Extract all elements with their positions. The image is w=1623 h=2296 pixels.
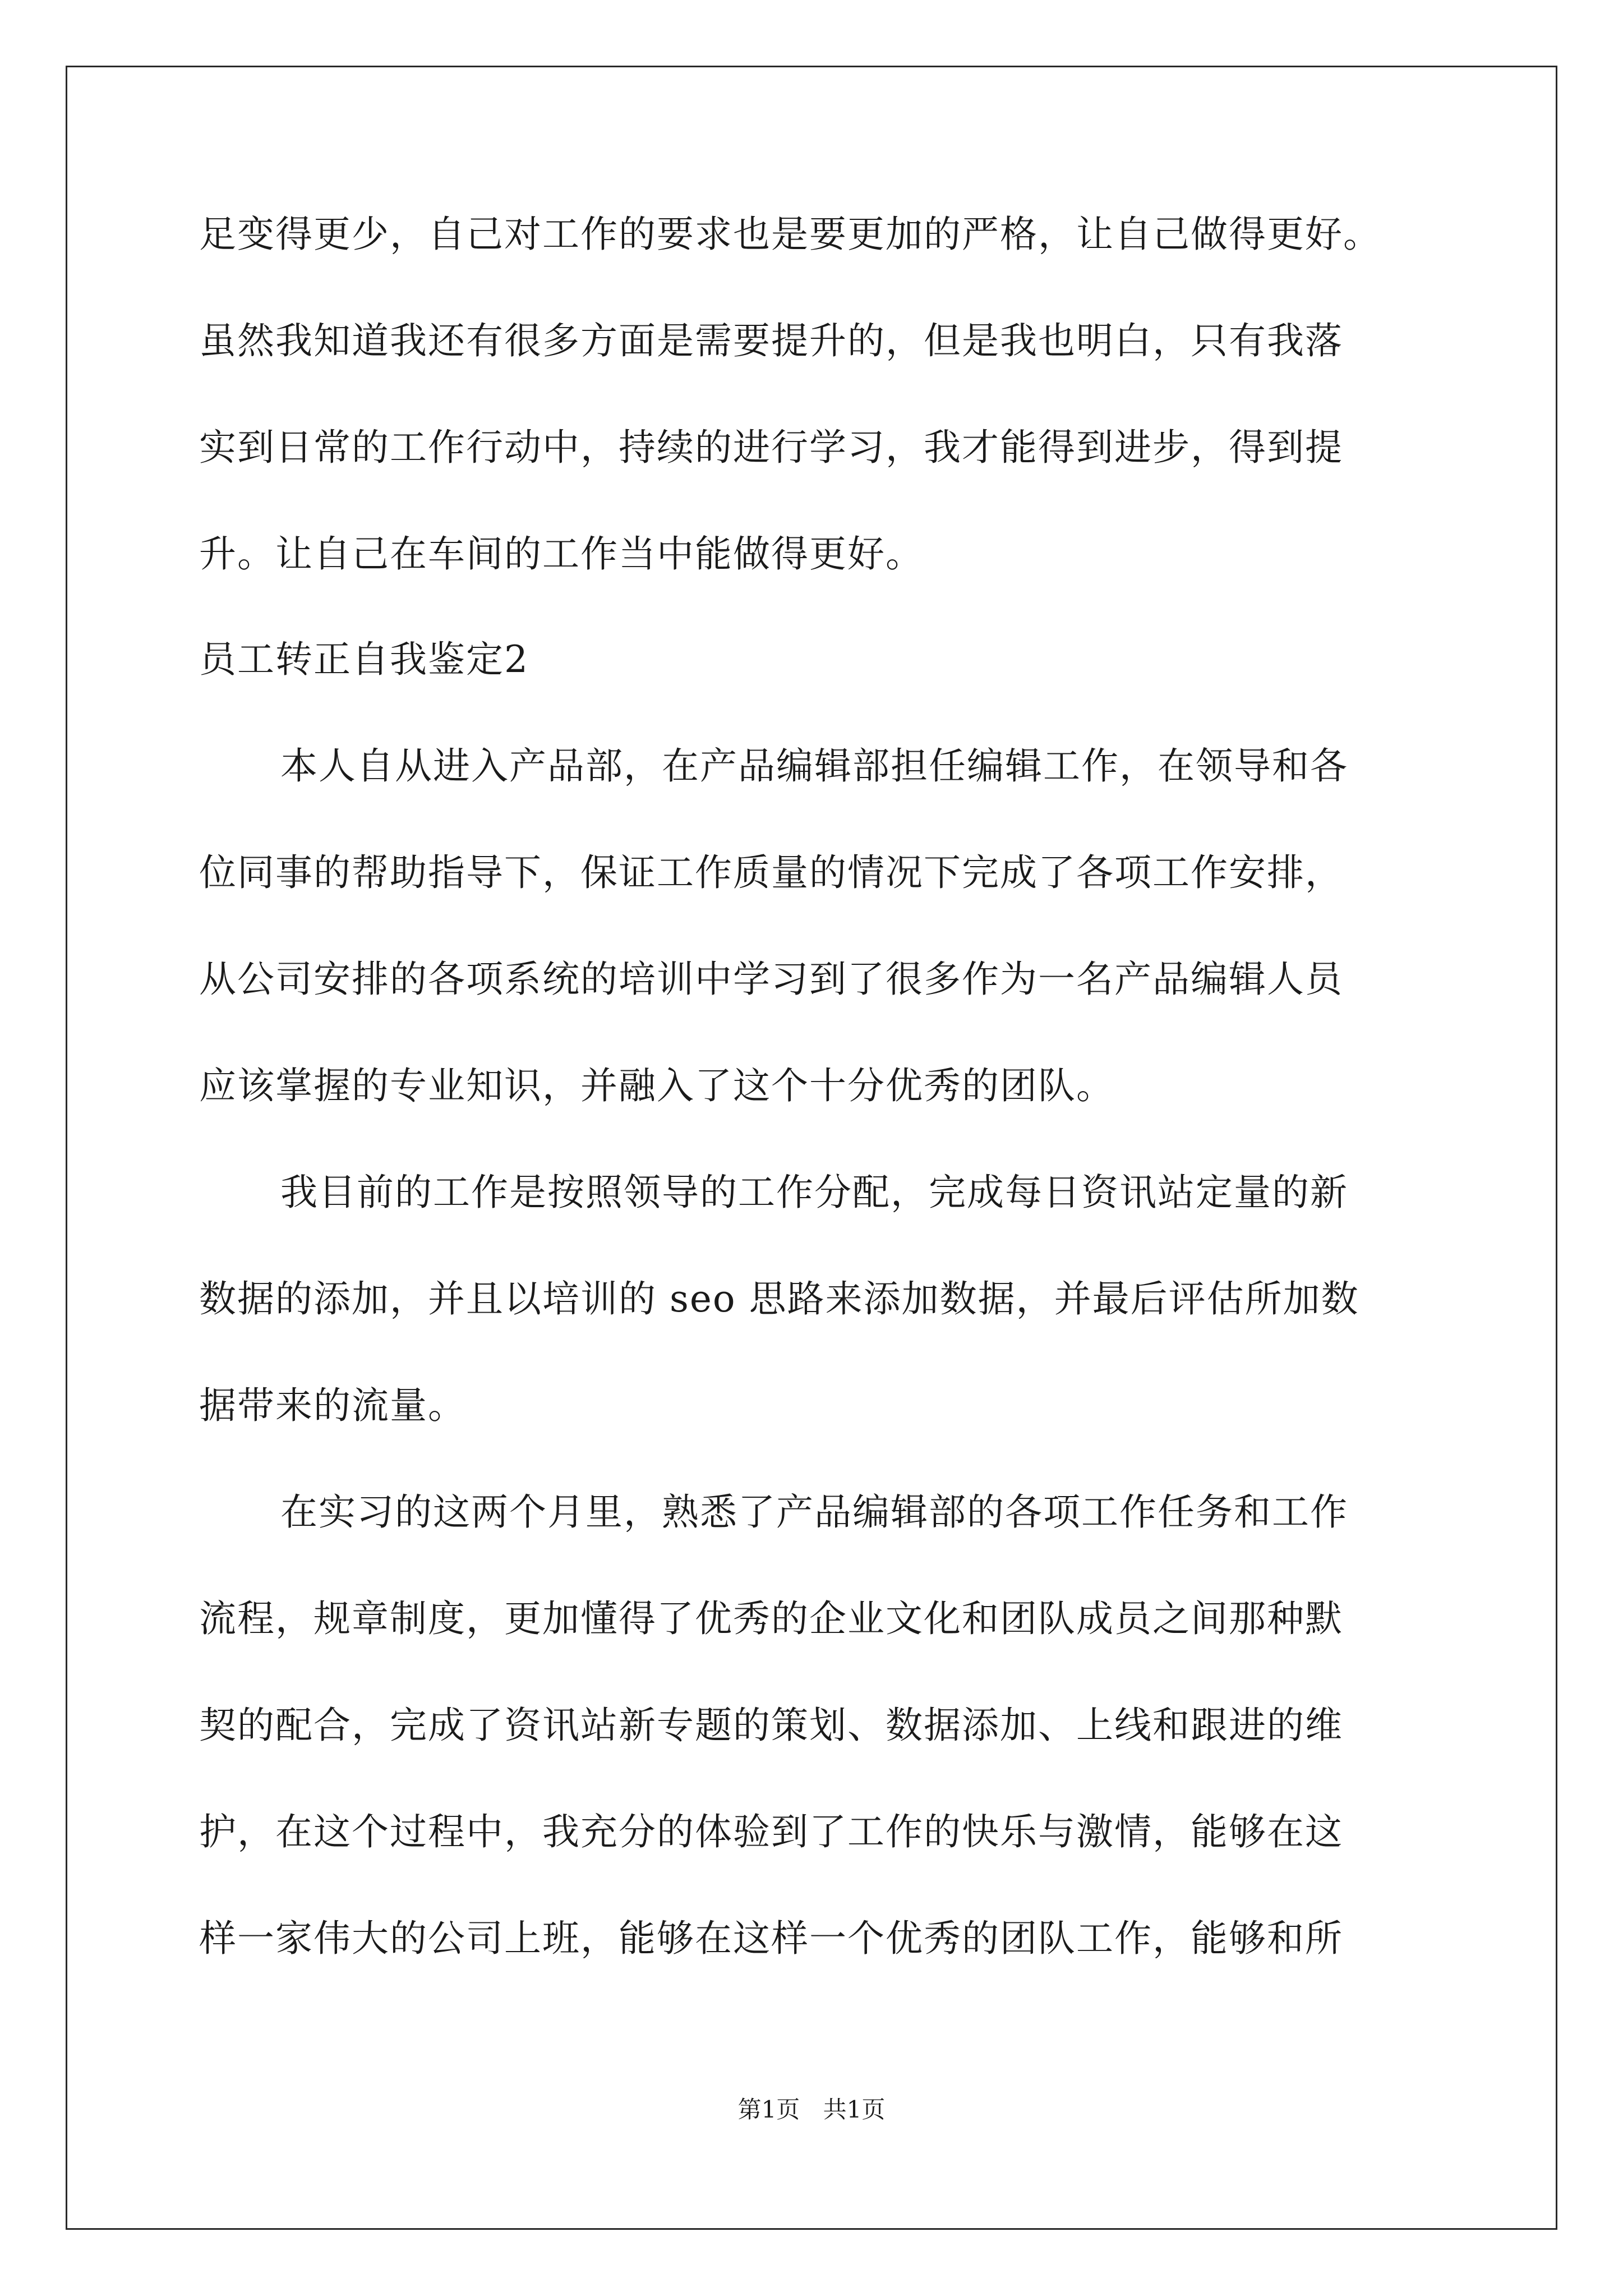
paragraph-line: 样一家伟大的公司上班，能够在这样一个优秀的团队工作，能够和所 <box>199 1917 1343 1960</box>
paragraph-line: 虽然我知道我还有很多方面是需要提升的，但是我也明白，只有我落 <box>199 319 1343 362</box>
paragraph-line: 从公司安排的各项系统的培训中学习到了很多作为一名产品编辑人员 <box>199 958 1343 1001</box>
paragraph-line: 实到日常的工作行动中，持续的进行学习，我才能得到进步，得到提 <box>199 426 1343 469</box>
paragraph-line: 升。让自己在车间的工作当中能做得更好。 <box>199 532 924 576</box>
paragraph-line: 位同事的帮助指导下，保证工作质量的情况下完成了各项工作安排， <box>199 851 1343 894</box>
section-heading: 员工转正自我鉴定2 <box>199 638 529 681</box>
paragraph-line: 护，在这个过程中，我充分的体验到了工作的快乐与激情，能够在这 <box>199 1810 1343 1853</box>
page-border <box>66 66 1557 2230</box>
paragraph-line: 本人自从进入产品部，在产品编辑部担任编辑工作，在领导和各 <box>280 744 1348 788</box>
paragraph-line: 应该掌握的专业知识，并融入了这个十分优秀的团队。 <box>199 1064 1114 1107</box>
paragraph-line: 数据的添加，并且以培训的 seo 思路来添加数据，并最后评估所加数 <box>199 1277 1359 1320</box>
page-footer <box>0 2098 1623 2122</box>
paragraph-line: 在实习的这两个月里，熟悉了产品编辑部的各项工作任务和工作 <box>280 1490 1348 1534</box>
paragraph-line: 流程，规章制度，更加懂得了优秀的企业文化和团队成员之间那种默 <box>199 1597 1343 1640</box>
paragraph-line: 我目前的工作是按照领导的工作分配，完成每日资讯站定量的新 <box>280 1171 1348 1214</box>
page-total: 共1页 <box>823 2096 886 2123</box>
paragraph-line: 契的配合，完成了资讯站新专题的策划、数据添加、上线和跟进的维 <box>199 1704 1343 1747</box>
paragraph-line: 足变得更少，自己对工作的要求也是要更加的严格，让自己做得更好。 <box>199 213 1381 256</box>
page-number: 第1页 <box>737 2096 800 2123</box>
paragraph-line: 据带来的流量。 <box>199 1384 466 1427</box>
